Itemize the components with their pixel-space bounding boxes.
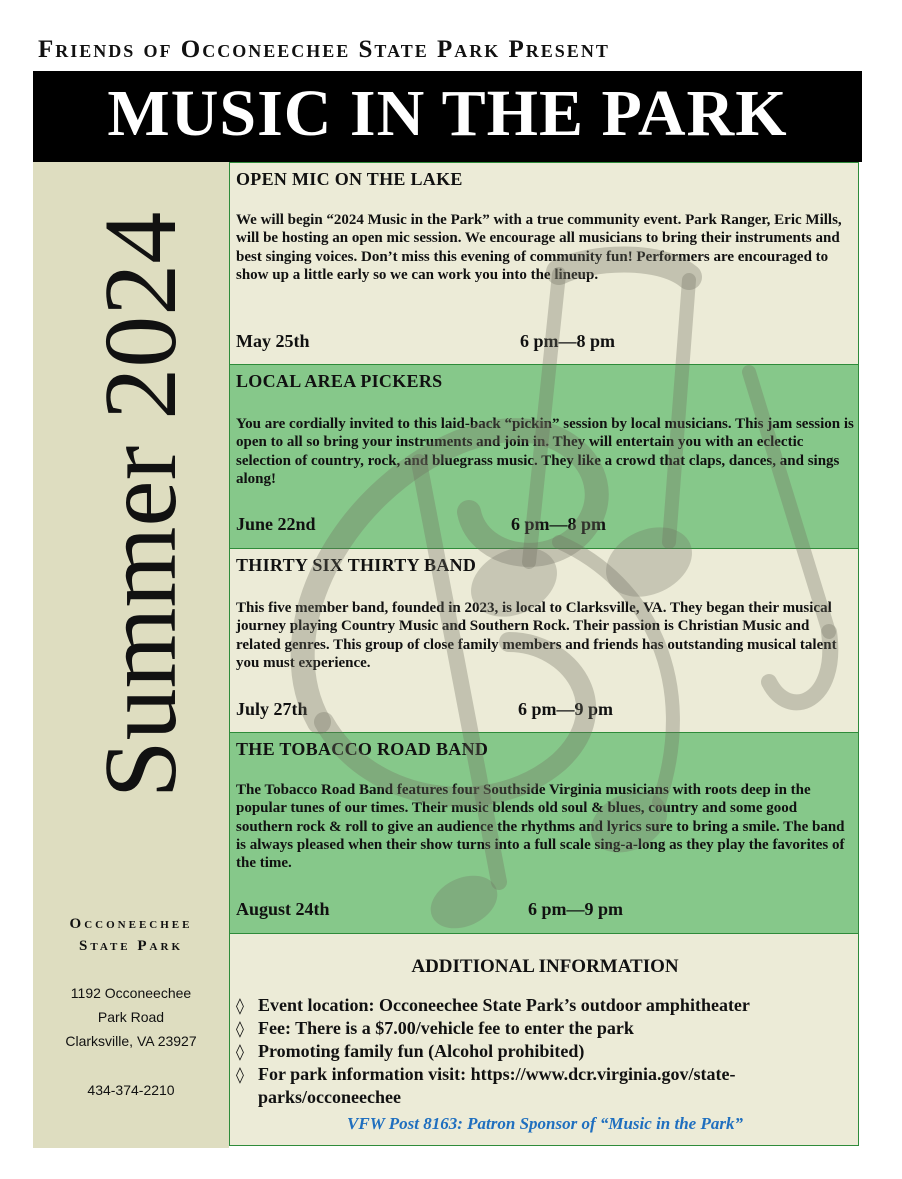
list-item	[236, 994, 856, 1017]
bullet-text: Promoting family fun (Alcohol prohibited)	[258, 1041, 585, 1061]
event-title: OPEN MIC ON THE LAKE	[236, 169, 463, 189]
event-panel-tobacco-road	[229, 732, 859, 935]
event-time: 6 pm—8 pm	[511, 514, 607, 534]
title-banner	[33, 71, 862, 162]
event-panel-local-pickers	[229, 364, 859, 550]
event-panel-open-mic	[229, 162, 859, 365]
event-description: The Tobacco Road Band features four Southside Virginia musicians with roots deep in the popular tunes of our times. Their music blends old soul & blues, country and some good southern rock & roll to give an audience the rhythms and lyrics sure to bring a smile. The band is always pleased when their show turns into a full scale sing-a-long as they play the favorites of the time.	[236, 782, 845, 872]
diamond-bullet-icon: ◊	[236, 1019, 244, 1038]
event-title: LOCAL AREA PICKERS	[236, 371, 443, 391]
park-name-line2: State Park	[78, 938, 184, 954]
event-title: THE TOBACCO ROAD BAND	[236, 739, 489, 759]
list-item	[236, 1040, 856, 1063]
address-line1: 1192 Occoneechee	[70, 985, 192, 1001]
park-address	[33, 981, 229, 1053]
bullet-text: Fee: There is a $7.00/vehicle fee to enter the park	[258, 1018, 634, 1038]
bullet-text: For park information visit: https://www.dcr.virginia.gov/state-parks/occoneechee	[258, 1064, 736, 1107]
sponsor-line: VFW Post 8163: Patron Sponsor of “Music in the Park”	[347, 1114, 743, 1133]
park-name-line1: Occoneechee	[69, 916, 193, 932]
event-description: We will begin “2024 Music in the Park” with a true community event. Park Ranger, Eric Mills, will be hosting an open mic session. We encourage all musicians to bring their instruments and best singing voices. Don’t miss this evening of community fun! Performers are encouraged to show up a little early so we can work you into the lineup.	[236, 212, 842, 283]
park-name	[33, 913, 229, 957]
event-date: May 25th	[236, 331, 310, 351]
presenter-line: Friends of Occoneechee State Park Present	[38, 36, 610, 63]
event-description: You are cordially invited to this laid-back “pickin” session by local musicians. This jam session is open to all so bring your instruments and join in. They will entertain you with an eclectic selection of country, rock, and bluegrass music. They like a crowd that claps, dances, and sings along!	[236, 416, 854, 487]
additional-info-title: ADDITIONAL INFORMATION	[411, 956, 679, 977]
park-phone: 434-374-2210	[87, 1082, 175, 1098]
banner-title: MUSIC IN THE PARK	[107, 77, 788, 150]
event-title: THIRTY SIX THIRTY BAND	[236, 555, 477, 575]
diamond-bullet-icon: ◊	[236, 996, 244, 1015]
address-line2: Park Road	[97, 1009, 165, 1025]
event-date: July 27th	[236, 699, 308, 719]
list-item	[236, 1017, 856, 1040]
event-panel-thirty-six-thirty	[229, 548, 859, 734]
address-line3: Clarksville, VA 23927	[65, 1033, 197, 1049]
event-date: June 22nd	[236, 514, 316, 534]
event-description: This five member band, founded in 2023, is local to Clarksville, VA. They began their musical journey playing Country Music and Southern Rock. Their passion is Christian Music and related genres. This group of close family members and friends has outstanding musical talent you must experience.	[236, 600, 837, 671]
event-time: 6 pm—8 pm	[520, 331, 616, 351]
additional-info-panel	[229, 933, 859, 1146]
list-item	[236, 1063, 856, 1109]
diamond-bullet-icon: ◊	[236, 1042, 244, 1061]
additional-info-list	[236, 994, 856, 1109]
season-label: Summer 2024	[83, 211, 198, 799]
event-time: 6 pm—9 pm	[518, 699, 614, 719]
event-date: August 24th	[236, 899, 330, 919]
diamond-bullet-icon: ◊	[236, 1065, 244, 1084]
season-vertical-wrap	[35, 190, 235, 840]
event-time: 6 pm—9 pm	[528, 899, 624, 919]
bullet-text: Event location: Occoneechee State Park’s outdoor amphitheater	[258, 995, 750, 1015]
